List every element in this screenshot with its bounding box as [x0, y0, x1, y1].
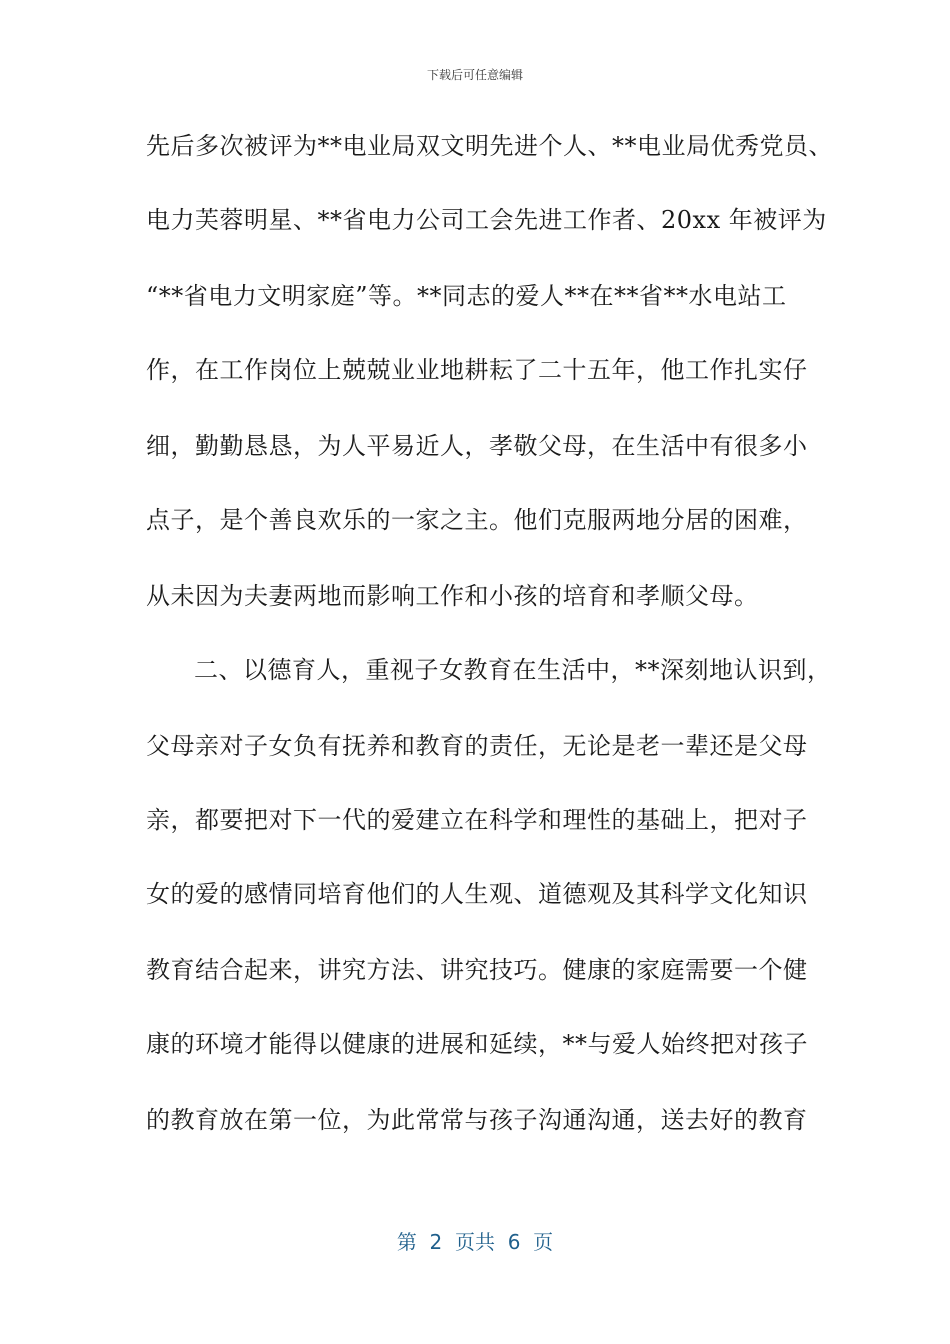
paragraph-1-line-5: 细，勤勤恳恳，为人平易近人，孝敬父母，在生活中有很多小 — [146, 432, 808, 460]
paragraph-2-line-1: 二、以德育人，重视子女教育在生活中，**深刻地认识到， — [194, 656, 832, 684]
paragraph-1-line-7: 从未因为夫妻两地而影响工作和小孩的培育和孝顺父母。 — [146, 582, 759, 610]
paragraph-1-line-6: 点子，是个善良欢乐的一家之主。他们克服两地分居的困难， — [146, 506, 808, 534]
paragraph-2-line-7: 的教育放在第一位，为此常常与孩子沟通沟通，送去好的教育 — [146, 1106, 808, 1134]
paragraph-1-line-4: 作，在工作岗位上兢兢业业地耕耘了二十五年，他工作扎实仔 — [146, 356, 808, 384]
paragraph-2-line-3: 亲，都要把对下一代的爱建立在科学和理性的基础上，把对子 — [146, 806, 808, 834]
paragraph-1-line-1: 先后多次被评为**电业局双文明先进个人、**电业局优秀党员、 — [146, 132, 833, 160]
paragraph-2-line-2: 父母亲对子女负有抚养和教育的责任，无论是老一辈还是父母 — [146, 732, 808, 760]
paragraph-2-line-4: 女的爱的感情同培育他们的人生观、道德观及其科学文化知识 — [146, 880, 808, 908]
paragraph-2-line-6: 康的环境才能得以健康的进展和延续，**与爱人始终把对孩子 — [146, 1030, 808, 1058]
paragraph-1-line-3: “**省电力文明家庭”等。**同志的爱人**在**省**水电站工 — [146, 282, 787, 310]
paragraph-2-line-5: 教育结合起来，讲究方法、讲究技巧。健康的家庭需要一个健 — [146, 956, 808, 984]
page-number-footer: 第 2 页共 6 页 — [396, 1230, 554, 1254]
header-note: 下载后可任意编辑 — [426, 68, 523, 82]
paragraph-1-line-2: 电力芙蓉明星、**省电力公司工会先进工作者、20xx 年被评为 — [146, 206, 827, 234]
